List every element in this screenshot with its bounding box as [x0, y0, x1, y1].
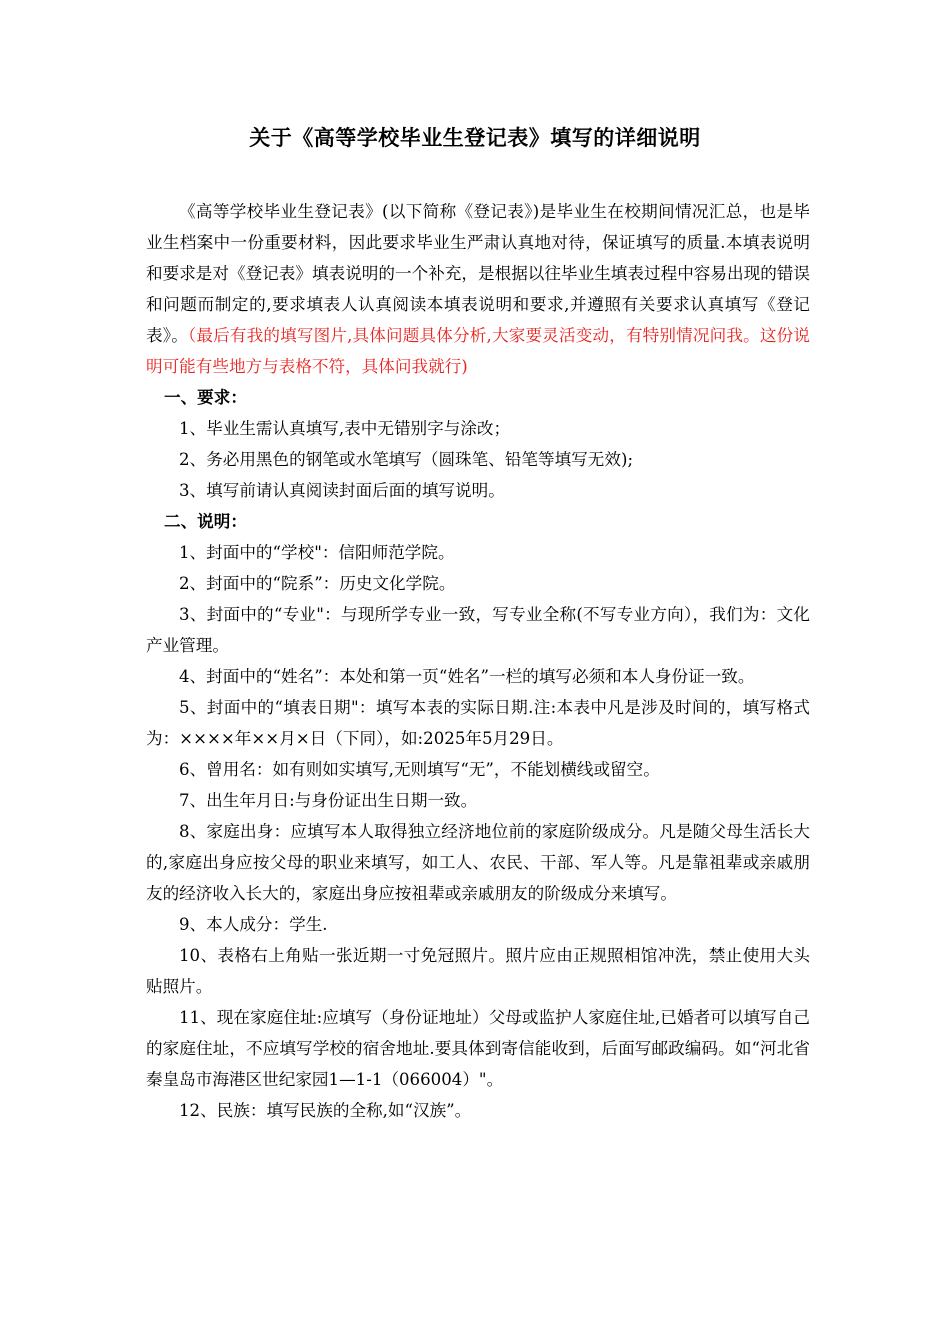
- instruction-item: 9、本人成分：学生.: [179, 915, 328, 934]
- intro-note: （最后有我的填写图片,具体问题具体分析,大家要灵活变动，有特别情况问我。这份说明可能有些地方与表格不符，具体问我就行): [146, 326, 811, 376]
- instruction-item: 6、曾用名：如有则如实填写,无则填写“无”，不能划横线或留空。: [179, 760, 660, 779]
- instruction-item: 7、出生年月日:与身份证出生日期一致。: [179, 791, 478, 810]
- document-title: 关于《高等学校毕业生登记表》填写的详细说明: [249, 126, 701, 150]
- instruction-item: 4、封面中的“姓名”：本处和第一页“姓名”一栏的填写必须和本人身份证一致。: [179, 667, 755, 686]
- instruction-item: 1、封面中的“学校"：信阳师范学院。: [179, 543, 455, 562]
- instruction-item: 11、现在家庭住址:应填写（身份证地址）父母或监护人家庭住址,已婚者可以填写自己的家庭住址，不应填写学校的宿舍地址.要具体到寄信能收到，后面写邮政编码。如“河北省秦皇岛市海港区世纪家园1—1-1（066004）"。: [146, 1008, 810, 1089]
- requirement-item: 2、务必用黑色的钢笔或水笔填写（圆珠笔、铅笔等填写无效);: [179, 450, 634, 469]
- section-heading-instructions: 二、说明：: [164, 511, 247, 531]
- instruction-item: 12、民族：填写民族的全称,如“汉族”。: [179, 1101, 472, 1120]
- intro-paragraph: [146, 196, 810, 382]
- instruction-item: 2、封面中的“院系”：历史文化学院。: [179, 574, 456, 593]
- instruction-item: 10、表格右上角贴一张近期一寸免冠照片。照片应由正规照相馆冲洗，禁止使用大头贴照片。: [146, 946, 810, 996]
- instruction-item: 5、封面中的“填表日期"：填写本表的实际日期.注:本表中凡是涉及时间的，填写格式为：××××年××月×日（下同），如:2025年5月29日。: [146, 698, 810, 748]
- requirement-item: 1、毕业生需认真填写,表中无错别字与涂改；: [179, 419, 511, 438]
- instruction-item: 3、封面中的“专业"：与现所学专业一致，写专业全称(不写专业方向），我们为：文化产业管理。: [146, 605, 810, 655]
- instruction-item: 8、家庭出身：应填写本人取得独立经济地位前的家庭阶级成分。凡是随父母生活长大的,家庭出身应按父母的职业来填写，如工人、农民、干部、军人等。凡是靠祖辈或亲戚朋友的经济收入长大的，家庭出身应按祖辈或亲戚朋友的阶级成分来填写。: [146, 822, 810, 903]
- requirement-item: 3、填写前请认真阅读封面后面的填写说明。: [179, 481, 505, 500]
- section-heading-requirements: 一、要求：: [164, 387, 247, 407]
- intro-text: 《高等学校毕业生登记表》(以下简称《登记表》)是毕业生在校期间情况汇总，也是毕业生档案中一份重要材料，因此要求毕业生严肃认真地对待，保证填写的质量.本填表说明和要求是对《登记表》填表说明的一个补充，是根据以往毕业生填表过程中容易出现的错误和问题而制定的,要求填表人认真阅读本填表说明和要求,并遵照有关要求认真填写《登记表》。: [146, 202, 810, 345]
- document-body: [146, 196, 810, 1126]
